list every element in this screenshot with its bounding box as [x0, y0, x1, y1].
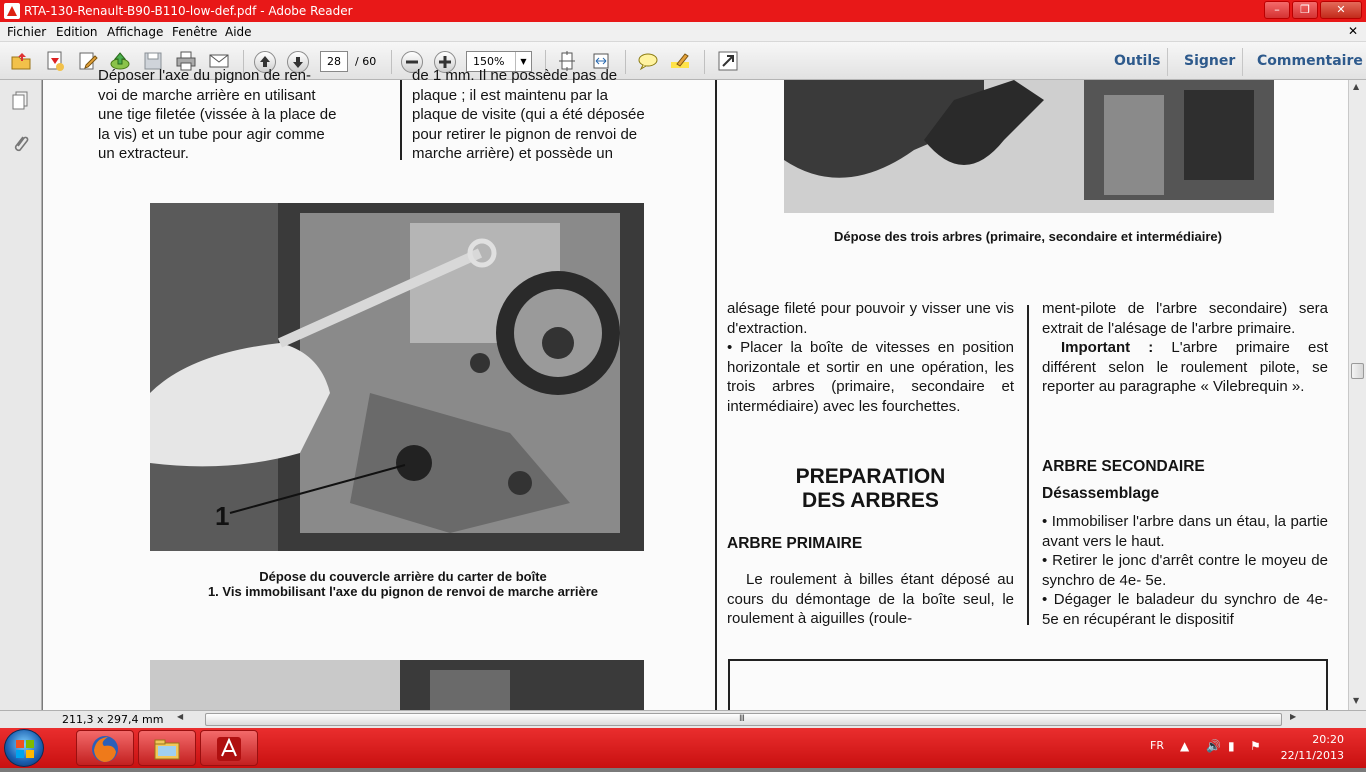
comment-panel-button[interactable]: Commentaire [1257, 53, 1363, 69]
vertical-scrollbar[interactable] [1348, 80, 1366, 710]
page-column-divider [715, 80, 717, 710]
page-total: / 60 [355, 55, 377, 68]
column-3-paragraph: Le roulement à billes étant déposé au cours du démontage de la boîte seul, le roulement à aiguilles (roule- [727, 571, 1014, 627]
pdf-page [43, 67, 1348, 710]
toolbar-separator [1242, 48, 1243, 76]
heading-arbre-primaire: ARBRE PRIMAIRE [727, 535, 863, 552]
adobe-reader-taskbar-icon[interactable] [200, 730, 258, 766]
toolbar-separator [391, 50, 392, 74]
step-1: • Immobiliser l'arbre dans un étau, la partie avant vers le haut. [1042, 513, 1328, 550]
navigation-panel [0, 80, 42, 710]
language-indicator[interactable]: FR [1150, 739, 1164, 752]
clock-time[interactable]: 20:20 [1312, 733, 1344, 746]
heading-arbre-secondaire: ARBRE SECONDAIRE [1042, 458, 1205, 475]
gearbox-cover-photo [150, 203, 644, 551]
section-heading: PREPARATION DES ARBRES [795, 465, 946, 512]
column-1-top-text: Déposer l'axe du pignon de ren- voi de marche arrière en utilisant une tige filetée (vissée à la place de la vis) et un tube pour agir comme un extracteur. [98, 67, 337, 162]
three-shafts-photo [784, 80, 1274, 213]
window-title: RTA-130-Renault-B90-B110-low-def.pdf - Adobe Reader [24, 4, 353, 18]
menu-fenetre[interactable]: Fenêtre [172, 25, 218, 39]
action-center-icon[interactable]: ⚑ [1250, 739, 1261, 753]
fullscreen-icon[interactable] [717, 50, 739, 72]
scrollbar-thumb[interactable] [1351, 363, 1364, 379]
scroll-up-icon[interactable]: ▲ [1353, 82, 1360, 91]
window-controls [1262, 1, 1362, 19]
column-4-text: ment-pilote de l'arbre secondaire) sera extrait de l'alésage de l'arbre primaire. Important : L'arbre primaire est différent selon le roulement pilote, se reporter au paragraphe « Vilebrequin ». [1042, 300, 1328, 395]
step-3: • Dégager le baladeur du synchro de 4e-5e en récupérant le dispositif [1042, 591, 1328, 628]
page-size-label: 211,3 x 297,4 mm [62, 713, 164, 726]
minimize-button[interactable]: – [1264, 1, 1290, 19]
firefox-taskbar-icon[interactable] [76, 730, 134, 766]
scroll-right-icon[interactable]: ▶ [1290, 712, 1297, 721]
title-bar [0, 0, 1366, 22]
adobe-reader-app-icon[interactable] [4, 3, 20, 19]
edit-icon[interactable] [77, 50, 99, 72]
horizontal-scrollbar[interactable] [205, 713, 1282, 726]
toolbar-separator [704, 50, 705, 74]
menu-edition[interactable]: Edition [56, 25, 98, 39]
figure-caption-2: Dépose des trois arbres (primaire, secondaire et intermédiaire) [834, 229, 1222, 244]
chevron-down-icon[interactable]: ▼ [515, 52, 531, 71]
step-2: • Retirer le jonc d'arrêt contre le moyeu de synchro de 4e- 5e. [1042, 552, 1328, 589]
column-divider [1027, 305, 1029, 625]
scroll-left-icon[interactable]: ◀ [177, 712, 184, 721]
document-viewport[interactable] [43, 67, 1348, 710]
scroll-down-icon[interactable]: ▼ [1353, 696, 1360, 705]
page-number-input[interactable]: 28 [320, 51, 348, 72]
taskbar [0, 728, 1366, 768]
close-document-icon[interactable]: ✕ [1347, 24, 1358, 38]
column-2-top-text: de 1 mm. Il ne possède pas de plaque ; il est maintenu par la plaque de visite (qui a été déposée pour retirer le pignon de renvoi de marche arrière) et possède un [412, 67, 645, 162]
pages-icon[interactable] [9, 90, 31, 112]
explorer-taskbar-icon[interactable] [138, 730, 196, 766]
menu-fichier[interactable]: Fichier [7, 25, 47, 39]
scrollbar-grip: III [739, 714, 744, 724]
tools-button[interactable]: Outils [1114, 53, 1161, 69]
clock-date[interactable]: 22/11/2013 [1280, 749, 1344, 762]
next-figure-photo [150, 660, 644, 710]
attachment-icon[interactable] [9, 132, 31, 154]
toolbar-separator [1167, 48, 1168, 76]
menu-aide[interactable]: Aide [225, 25, 252, 39]
column-4-steps [1042, 512, 1328, 629]
close-window-button[interactable]: ✕ [1320, 1, 1362, 19]
restore-button[interactable]: ❐ [1292, 1, 1318, 19]
network-icon[interactable]: ▮ [1228, 739, 1235, 753]
photo-callout-label: 1 [215, 501, 230, 531]
volume-icon[interactable]: 🔊 [1206, 739, 1221, 753]
figure-caption-1: Dépose du couvercle arrière du carter de boîte 1. Vis immobilisant l'axe du pignon de renvoi de marche arrière [207, 569, 599, 599]
menu-bar [0, 22, 1366, 42]
create-pdf-icon[interactable] [44, 50, 66, 72]
start-button[interactable] [4, 729, 44, 767]
zoom-value: 150% [473, 55, 505, 68]
sign-button[interactable]: Signer [1184, 53, 1236, 69]
column-divider [400, 80, 402, 160]
show-hidden-icons[interactable]: ▲ [1180, 739, 1190, 753]
menu-affichage[interactable]: Affichage [107, 25, 164, 39]
heading-desassemblage: Désassemblage [1042, 485, 1160, 502]
column-3-text: alésage fileté pour pouvoir y visser une vis d'extraction. • Placer la boîte de vitesses en position horizontale et sortir en une opération, les trois arbres (primaire, secondaire et intermédiaire) avec les fourchettes. [727, 300, 1014, 415]
important-label: Important : [1061, 339, 1154, 356]
status-bar [0, 710, 1366, 728]
open-icon[interactable] [10, 50, 32, 72]
